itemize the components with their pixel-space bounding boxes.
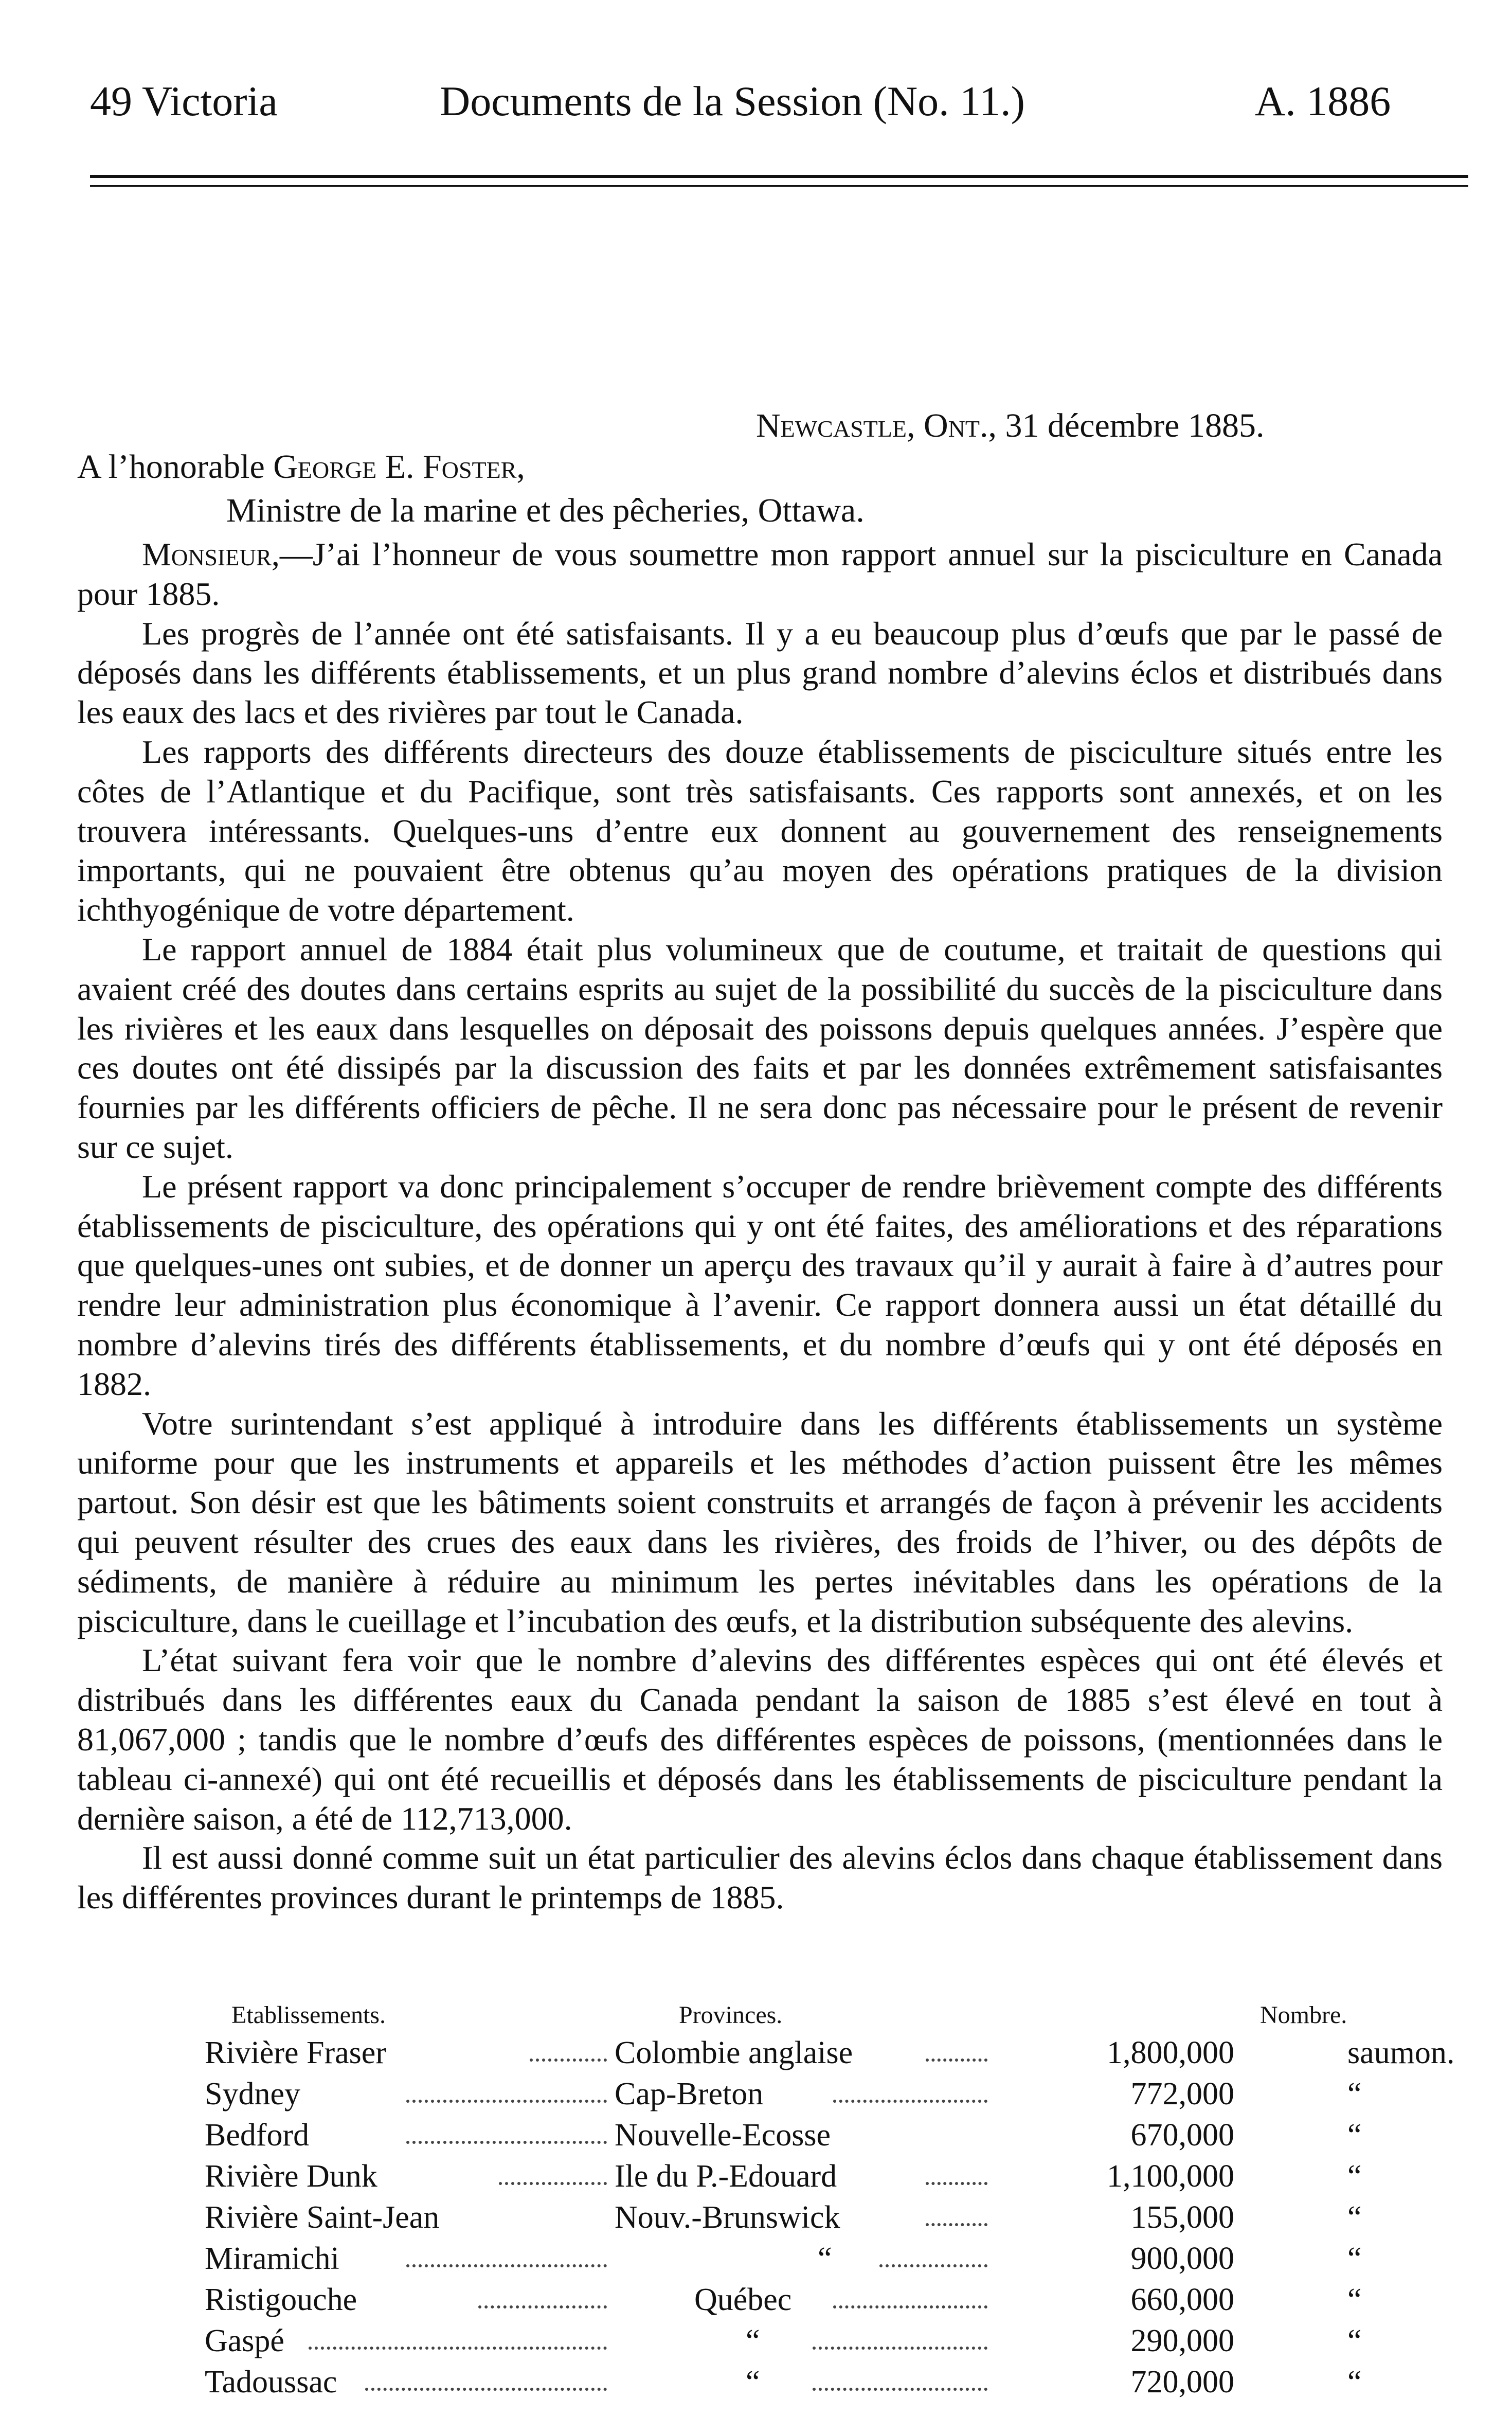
cell-nombre: 670,000 [1130,2118,1234,2153]
dot-leader [309,2347,607,2350]
header-year: A. 1886 [1255,78,1391,124]
cell-nombre: 772,000 [1130,2077,1234,2111]
table-row [77,2155,1466,2196]
letter-body [77,535,1443,1918]
dot-leader [365,2388,607,2391]
cell-espece: “ [1347,2365,1362,2400]
dot-leader [879,2264,987,2267]
table-row [77,2196,1466,2238]
letter-date: , 31 décembre 1885. [988,407,1265,444]
table-row [77,2361,1466,2402]
paragraph: Les progrès de l’année ont été satisfaisants. Il y a eu beaucoup plus d’œufs que par le passé de déposés dans les différents établissements, et un plus grand nombre d’alevins éclos et distribués dans les eaux des lacs et des rivières par tout le Canada. [77,615,1443,731]
dot-leader [406,2264,607,2267]
cell-espece: “ [1347,2241,1362,2276]
dot-leader [530,2059,607,2062]
cell-etablissement: Gaspé [205,2323,284,2358]
paragraph: Le rapport annuel de 1884 était plus volumineux que de coutume, et traitait de questions qui avaient créé des doutes dans certains esprits au sujet de la possibilité du succès de la pisciculture dans les rivières et les eaux dans lesquelles on déposait des poissons depuis quelques années. J’espère que ces doutes ont été dissipés par la discussion des faits et par les données extrêmement satisfaisantes fournies par les différents officiers de pêche. Il ne sera donc pas nécessaire pour le présent de revenir sur ce sujet. [77,930,1443,1165]
cell-province: Québec [694,2282,792,2317]
addressee-name: George E. Foster, [273,448,525,486]
dot-leader [833,2100,987,2103]
cell-etablissement: Rivière Fraser [205,2035,386,2070]
cell-espece: “ [1347,2077,1362,2111]
cell-province: “ [746,2365,760,2400]
cell-province: Nouv.-Brunswick [615,2200,840,2235]
paragraph: Il est aussi donné comme suit un état particulier des alevins éclos dans chaque établissement dans les différentes provinces durant le printemps de 1885. [77,1839,1443,1916]
table-header [77,1991,1466,2032]
cell-espece: “ [1347,2159,1362,2194]
cell-espece: saumon. [1347,2035,1455,2070]
dot-leader [926,2182,987,2185]
cell-espece: “ [1347,2323,1362,2358]
cell-province: Cap-Breton [615,2077,764,2111]
table-row [77,2320,1466,2361]
cell-etablissement: Ristigouche [205,2282,357,2317]
dot-leader [813,2388,987,2391]
dot-leader [926,2223,987,2226]
cell-etablissement: Sydney [205,2077,300,2111]
paragraph: Les rapports des différents directeurs des douze établissements de pisciculture situés entre les côtes de l’Atlantique et du Pacifique, sont très satisfaisants. Ces rapports sont annexés, et on les trouvera intéressants. Quelques-uns d’entre eux donnent au gouvernement des renseignements importants, qui ne pouvaient être obtenus qu’au moyen des opérations pratiques de la division ichthyogénique de votre département. [77,733,1443,928]
cell-nombre: 900,000 [1130,2241,1234,2276]
dot-leader [833,2305,987,2308]
cell-nombre: 1,800,000 [1107,2035,1234,2070]
cell-province: “ [746,2323,760,2358]
cell-nombre: 1,100,000 [1107,2159,1234,2194]
cell-nombre: 155,000 [1130,2200,1234,2235]
paragraph: Votre surintendant s’est appliqué à introduire dans les différents établissements un système uniforme pour que les instruments et appareils et les méthodes d’action puissent être les mêmes partout. Son désir est que les bâtiments soient construits et arrangés de façon à prévenir les accidents qui peuvent résulter des crues des eaux dans les rivières, des froids de l’hiver, ou des dépôts de sédiments, de manière à réduire au minimum les pertes inévitables dans les opérations de la pisciculture, dans le cueillage et l’incubation des œufs, et la distribution subséquente des alevins. [77,1405,1443,1639]
cell-espece: “ [1347,2200,1362,2235]
header-regnal-year: 49 Victoria [90,78,278,124]
table-row [77,2032,1466,2073]
cell-etablissement: Rivière Dunk [205,2159,377,2194]
paragraph: Monsieur,—J’ai l’honneur de vous soumettre mon rapport annuel sur la pisciculture en Canada pour 1885. [77,536,1443,612]
paragraph: L’état suivant fera voir que le nombre d’alevins des différentes espèces qui ont été élevés et distribués dans les différentes eaux du Canada pendant la saison de 1885 s’est élevé en tout à 81,067,000 ; tandis que le nombre d’œufs des différentes espèces de poissons, (mentionnées dans le tableau ci-annexé) qui ont été recueillis et déposés dans les établissements de pisciculture pendant la dernière saison, a été de 112,713,000. [77,1642,1443,1837]
cell-espece: “ [1347,2282,1362,2317]
table-row [77,2073,1466,2114]
column-header-nombre: Nombre. [1260,2001,1347,2029]
salutation: Monsieur, [142,536,280,572]
header-title: Documents de la Session (No. 11.) [440,78,1025,124]
dot-leader [478,2305,607,2308]
cell-nombre: 290,000 [1130,2323,1234,2358]
hatchery-table [77,1991,1466,2402]
cell-nombre: 720,000 [1130,2365,1234,2400]
cell-province: Nouvelle-Ecosse [615,2118,831,2153]
cell-nombre: 660,000 [1130,2282,1234,2317]
cell-etablissement: Miramichi [205,2241,339,2276]
cell-province: Colombie anglaise [615,2035,853,2070]
dot-leader [406,2141,607,2144]
paragraph: Le présent rapport va donc principalement s’occuper de rendre brièvement compte des différents établissements de pisciculture, des opérations qui y ont été faites, des améliorations et des réparations que quelques-unes ont subies, et de donner un aperçu des travaux qu’il y aurait à faire à d’autres pour rendre leur administration plus économique à l’avenir. Ce rapport donnera aussi un état détaillé du nombre d’alevins tirés des différents établissements, et du nombre d’œufs qui y ont été déposés en 1882. [77,1168,1443,1402]
table-row [77,2238,1466,2279]
table-row [77,2114,1466,2155]
letter-addressee [77,448,525,487]
cell-province: “ [818,2241,832,2276]
cell-etablissement: Tadoussac [205,2365,337,2400]
dot-leader [499,2182,607,2185]
letter-place: Newcastle, Ont. [756,407,988,444]
running-header [0,77,1512,139]
letter-dateline [756,406,1264,445]
header-rule-thin [90,185,1468,187]
addressee-prefix: A l’honorable [77,448,265,486]
dot-leader [926,2059,987,2062]
cell-etablissement: Bedford [205,2118,310,2153]
dot-leader [406,2100,607,2103]
cell-espece: “ [1347,2118,1362,2153]
cell-province: Ile du P.-Edouard [615,2159,837,2194]
header-rule [90,175,1468,178]
column-header-provinces: Provinces. [679,2001,783,2029]
table-row [77,2279,1466,2320]
column-header-etablissements: Etablissements. [231,2001,386,2029]
dot-leader [813,2347,987,2350]
cell-etablissement: Rivière Saint-Jean [205,2200,440,2235]
addressee-title: Ministre de la marine et des pêcheries, Ottawa. [226,492,865,529]
